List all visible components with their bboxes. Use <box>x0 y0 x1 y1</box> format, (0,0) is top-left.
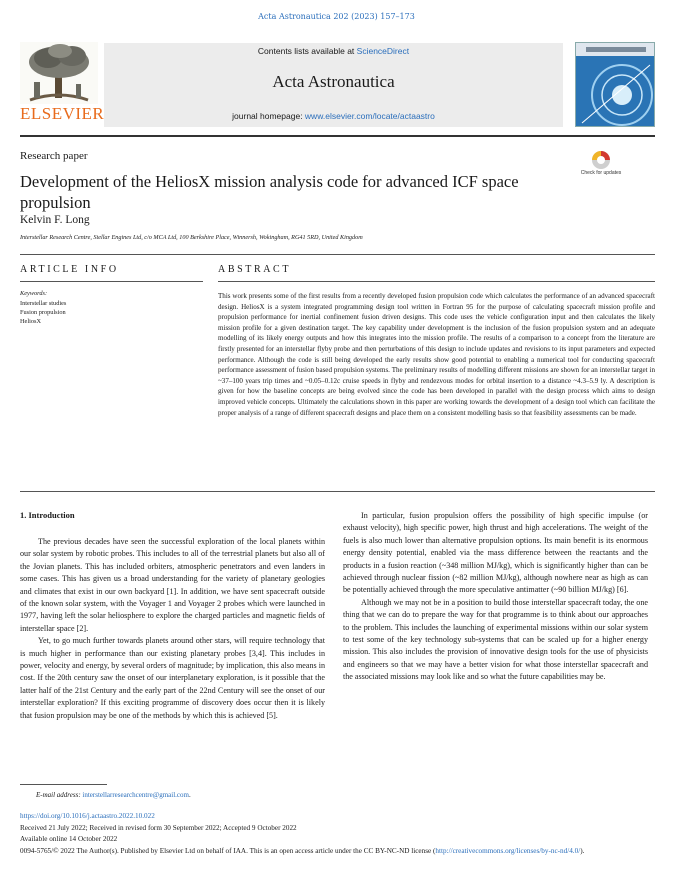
body-column-right <box>343 510 648 684</box>
keyword-item: Fusion propulsion <box>20 309 66 316</box>
paragraph: The previous decades have seen the successful exploration of the local planets within our solar system by robotic probes. This includes to all of the terrestrial planets but also all of the Jovian planets. This has included orbiters, atmospheric penetrators and even landers in some cases. This has given us a broad understanding for the variety of planetary geologies and climates that exist in our own backyard [1]. In addition, we have sent spacecraft outside of the known solar system, with the Voyager 1 and Voyager 2 probes which were launched in 1977, having left the solar heliosphere to explore the charged particles and magnetic fields of interstellar space [2]. <box>20 537 325 633</box>
license-link[interactable]: http://creativecommons.org/licenses/by-nc-nd/4.0/ <box>435 847 581 855</box>
journal-homepage-line <box>104 111 563 121</box>
available-online-date: Available online 14 October 2022 <box>20 835 118 843</box>
introduction-heading: 1. Introduction <box>20 510 75 520</box>
journal-cover-thumbnail[interactable] <box>575 42 655 127</box>
paragraph: Although we may not be in a position to build those interstellar spacecraft today, the one thing that we can do to prepare the way for that programme is to think about our approaches to the problem. This includes the launching of experimental missions within our solar system to test some of the key technology sub-systems that can be scaled up for a higher energy mission. This also includes the provision of innovative design tools for the use of physicists and engineers so that we may have a better vision for what those interstellar spacecraft and the associated missions may look like and so what the future capabilities may be. <box>343 597 648 682</box>
footnote-rule <box>20 784 107 785</box>
received-dates: Received 21 July 2022; Received in revised form 30 September 2022; Accepted 9 October 2022 <box>20 824 297 832</box>
sciencedirect-link[interactable]: ScienceDirect <box>356 46 410 56</box>
check-for-updates-label[interactable]: Check for updates <box>580 170 622 176</box>
doi-link[interactable]: https://doi.org/10.1016/j.actaastro.2022.10.022 <box>20 812 155 820</box>
journal-reference[interactable]: Acta Astronautica 202 (2023) 157–173 <box>258 12 415 21</box>
paper-title: Development of the HeliosX mission analysis code for advanced ICF space propulsion <box>20 172 519 212</box>
email-link[interactable]: interstellarresearchcentre@gmail.com <box>82 791 189 799</box>
keyword-item: Interstellar studies <box>20 300 67 307</box>
license-text: 0094-5765/© 2022 The Author(s). Published by Elsevier Ltd on behalf of IAA. This is an open access article under the CC BY-NC-ND license ( <box>20 847 436 855</box>
license-text-end: ). <box>580 847 585 855</box>
homepage-label: journal homepage: <box>232 111 305 121</box>
abstract-heading: ABSTRACT <box>218 264 292 275</box>
author-name: Kelvin F. Long <box>20 214 90 226</box>
keywords-label: Keywords: <box>20 290 48 297</box>
contents-label: Contents lists available at <box>257 46 357 56</box>
article-type: Research paper <box>20 150 88 162</box>
homepage-link[interactable]: www.elsevier.com/locate/actaastro <box>304 111 435 121</box>
email-label: E-mail address: <box>36 791 83 799</box>
article-info-rule <box>20 281 203 282</box>
keywords-list <box>20 299 66 326</box>
divider <box>20 491 655 492</box>
divider <box>20 254 655 255</box>
license-statement <box>20 846 655 857</box>
elsevier-wordmark: ELSEVIER <box>20 104 105 123</box>
abstract-rule <box>218 281 655 282</box>
body-column-left <box>20 536 325 722</box>
abstract-text: This work presents some of the first results from a recently developed fusion propulsion code which calculates the performance of an advanced spacecraft design. HeliosX is a system integrated programming design tool written in Fortran 95 for the purpose of calculating spacecraft mission profile and propulsion performance for inertial confinement fusion driven designs. This code uses the vehicle configuration input and then calculates the likely mission profile for a given destination target. The key capability under development is the inclusion of the fusion propulsion system and an adequate modelling of its likely energy outputs and how this integrates into the mission profile. The results of a comparison to a concept from the literature are firstly presented for an interstellar flyby probe and then perturbations of this design to include updates and revisions to its input parameters and expected performance. Although the code is still being developed the early results show good potential to enabling a numerical tool for conducting spacecraft performance assessment of fusion based propulsion systems. The preliminary results of modelling different missions are shown for an interstellar target in ~37–100 years trip times and ~0.05–0.12c cruise speeds in flyby and rendezvous modes for orbital insertion to a distance ~4.3–5.9 ly. A description is given for how the baseline concepts are being evolved since the code has been developed in parallel with the design process which aims to design improved vehicle concepts. Ultimately the calculations shown in this paper are working towards the development of a design tool which can facilitate the proper analysis of a range of different spacecraft designs and place them on a consistent modelling basis so that feasibility assessments can be made. <box>218 292 655 417</box>
journal-title: Acta Astronautica <box>272 72 395 91</box>
paragraph: In particular, fusion propulsion offers the possibility of high specific impulse (or exhaust velocity), high specific power, high thrust and high accelerations. The weight of the fuels is also much lower than alternative propulsion options. Its main benefit is its enormous energy density potential, enabled via the mass difference between the reactants and the products in a fusion reaction (~348 million MJ/kg), which is significantly higher than can be achieved through nuclear fission (~82 million MJ/kg), although nowhere near as high as can be potentially achieved through the more speculative antimatter (~90 billion MJ/kg) [6]. <box>343 511 648 595</box>
contents-line <box>104 46 563 56</box>
keyword-item: HeliosX <box>20 318 41 325</box>
header-rule <box>20 135 655 137</box>
article-info-heading: ARTICLE INFO <box>20 264 119 275</box>
email-footnote <box>36 791 191 799</box>
email-suffix: . <box>188 791 191 799</box>
paragraph: Yet, to go much further towards planets around other stars, will require technology that is much higher in performance than our existing planetary probes [3,4]. This includes in power, velocity and energy, by several orders of magnitude; by implication, this also means in cost. If the 20th century saw the onset of our interplanetary exploration, is it possible that the latter half of the 21st Century and the early part of the 22nd Century will see the onset of our interstellar exploration? If this exciting programme of discovery does occur then it is likely that fusion propulsion may be one of the methods by which this is achieved [5]. <box>20 636 325 720</box>
author-affiliation: Interstellar Research Centre, Stellar Engines Ltd, c/o MCA Ltd, 100 Berkshire Place, Winnersh, Wokingham, RG41 5RD, United Kingdom <box>20 234 363 241</box>
check-for-updates-icon[interactable] <box>584 150 618 186</box>
